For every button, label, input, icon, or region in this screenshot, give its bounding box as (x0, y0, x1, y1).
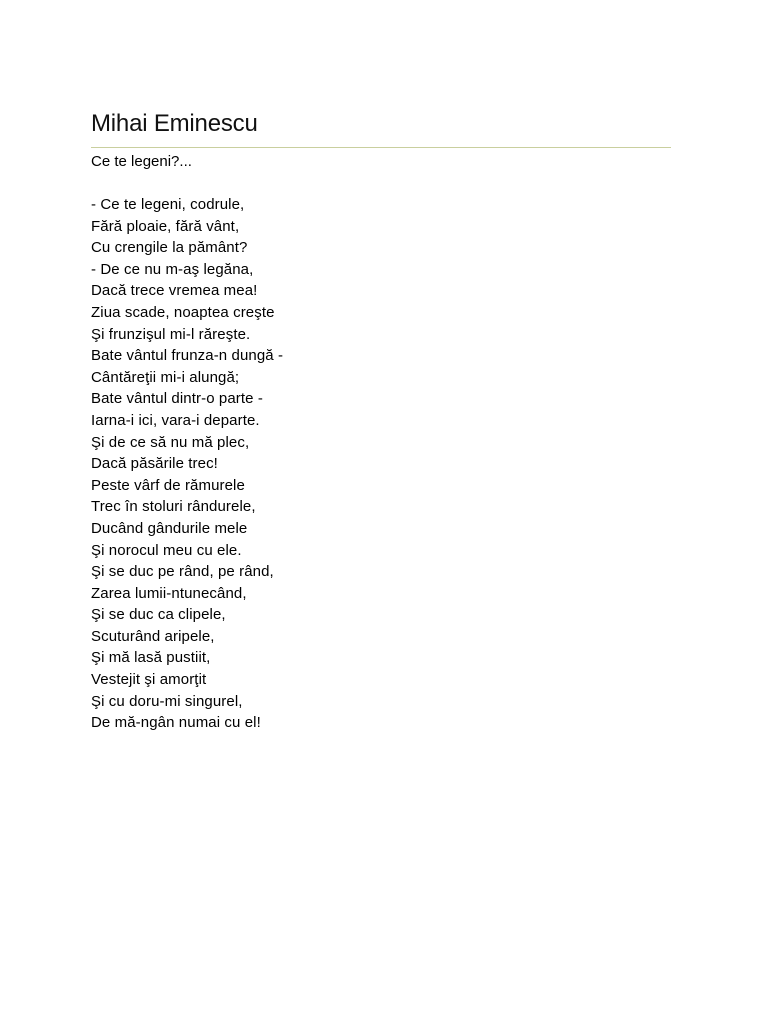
poem-line: De mă-ngân numai cu el! (91, 714, 261, 732)
heading-divider (91, 147, 671, 148)
poem-line: Şi se duc pe rând, pe rând, (91, 563, 274, 581)
poem-line: Ziua scade, noaptea creşte (91, 303, 275, 321)
poem-title: Ce te legeni?... (91, 153, 192, 170)
poem-line: Trec în stoluri rândurele, (91, 498, 256, 516)
poem-line: Peste vârf de rămurele (91, 476, 245, 494)
poem-line: Şi norocul meu cu ele. (91, 541, 242, 559)
document-page (91, 108, 671, 750)
poem-line: Bate vântul dintr-o parte - (91, 390, 263, 408)
poem-line: Cu crengile la pământ? (91, 239, 248, 257)
poem-body (91, 194, 671, 734)
poem-line: Dacă păsările trec! (91, 455, 218, 473)
poem-line: Fără ploaie, fără vânt, (91, 217, 240, 235)
poem-line: Şi frunzişul mi-l răreşte. (91, 325, 251, 343)
poem-line: - De ce nu m-aş legăna, (91, 260, 254, 278)
poem-line: Ducând gândurile mele (91, 519, 248, 537)
poem-line: Şi de ce să nu mă plec, (91, 433, 250, 451)
poem-line: Dacă trece vremea mea! (91, 282, 258, 300)
poem-line: Şi cu doru-mi singurel, (91, 692, 243, 710)
poem-line: Cântăreţii mi-i alungă; (91, 368, 240, 386)
poem-line: Iarna-i ici, vara-i departe. (91, 411, 260, 429)
poem-line: Şi mă lasă pustiit, (91, 649, 211, 667)
author-heading: Mihai Eminescu (91, 110, 258, 137)
poem-line: Scuturând aripele, (91, 627, 215, 645)
poem-line: - Ce te legeni, codrule, (91, 196, 245, 213)
poem-line: Bate vântul frunza-n dungă - (91, 347, 284, 365)
poem-line: Şi se duc ca clipele, (91, 606, 226, 624)
poem-line: Vestejit şi amorţit (91, 671, 207, 689)
poem-line: Zarea lumii-ntunecând, (91, 584, 247, 602)
